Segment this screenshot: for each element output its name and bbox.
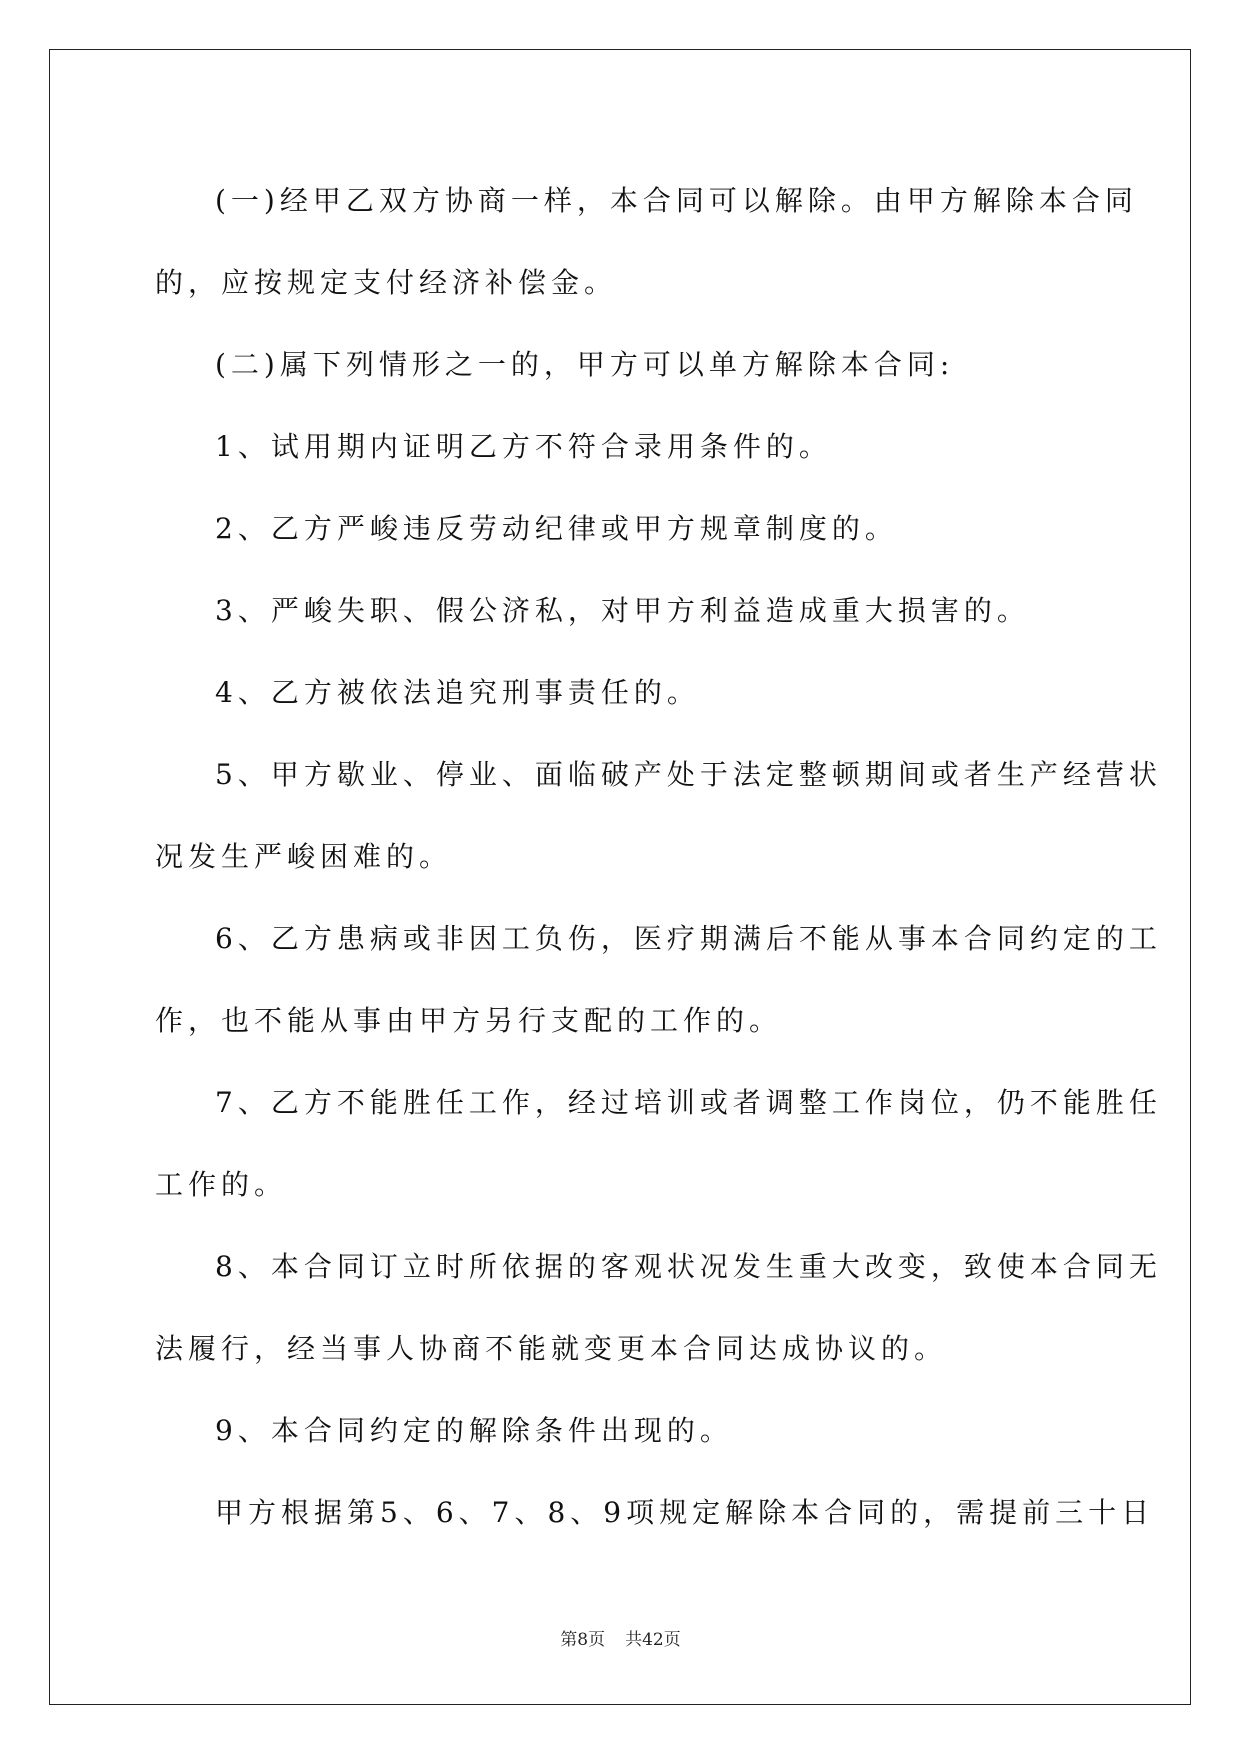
paragraph-line: 法履行，经当事人协商不能就变更本合同达成协议的。 [155,1332,948,1365]
paragraph-line: 作，也不能从事由甲方另行支配的工作的。 [155,1004,783,1037]
paragraph-line: 5、甲方歇业、停业、面临破产处于法定整顿期间或者生产经营状 [215,758,1162,791]
document-body [155,160,1162,1554]
paragraph-line: 7、乙方不能胜任工作，经过培训或者调整工作岗位，仍不能胜任 [215,1086,1162,1119]
paragraph-line: 甲方根据第5、6、7、8、9项规定解除本合同的，需提前三十日 [215,1496,1155,1529]
paragraph-line: 况发生严峻困难的。 [155,840,453,873]
total-page-count: 共42页 [625,1630,681,1650]
paragraph-line: 3、严峻失职、假公济私，对甲方利益造成重大损害的。 [215,594,1030,627]
paragraph-line: (一)经甲乙双方协商一样，本合同可以解除。由甲方解除本合同 [215,184,1138,217]
paragraph-line: (二)属下列情形之一的，甲方可以单方解除本合同: [215,348,955,381]
paragraph-line: 1、试用期内证明乙方不符合录用条件的。 [215,430,832,463]
paragraph-line: 8、本合同订立时所依据的客观状况发生重大改变，致使本合同无 [215,1250,1162,1283]
paragraph-line: 6、乙方患病或非因工负伤，医疗期满后不能从事本合同约定的工 [215,922,1162,955]
paragraph-line: 工作的。 [155,1168,288,1201]
paragraph-line: 9、本合同约定的解除条件出现的。 [215,1414,733,1447]
paragraph-line: 4、乙方被依法追究刑事责任的。 [215,676,700,709]
page-footer [0,1625,1241,1650]
paragraph-line: 2、乙方严峻违反劳动纪律或甲方规章制度的。 [215,512,898,545]
current-page-number: 第8页 [560,1630,606,1650]
paragraph-line: 的，应按规定支付经济补偿金。 [155,266,618,299]
